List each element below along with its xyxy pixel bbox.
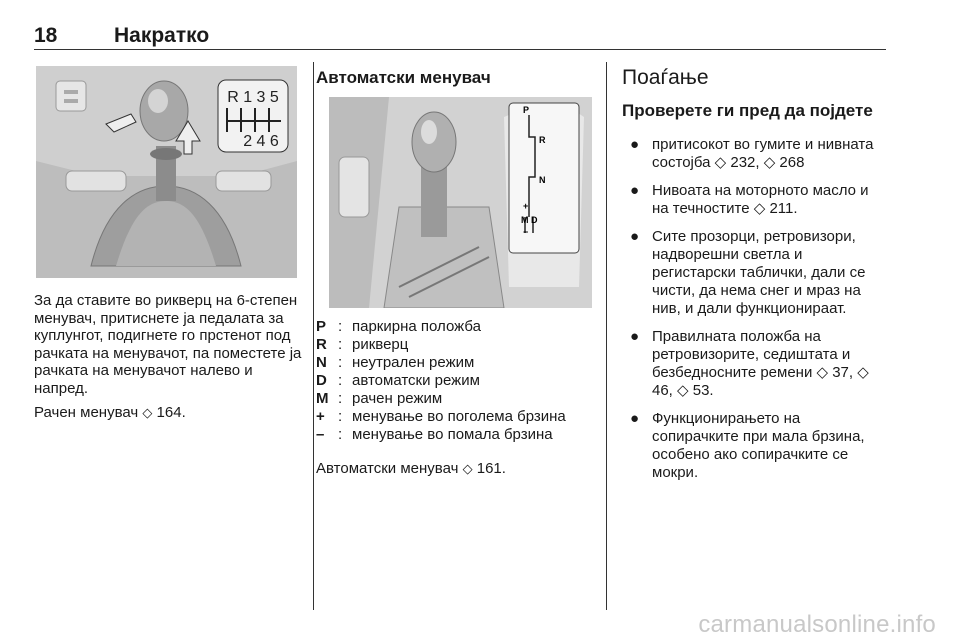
manual-gearshift-figure	[36, 66, 297, 278]
definition-text: менување во помала брзина	[352, 426, 553, 443]
reference-icon: ◇	[462, 461, 473, 476]
definition-item: P : паркирна положба	[316, 318, 481, 335]
definition-key: N	[316, 354, 327, 371]
gate-label-r: R	[539, 135, 546, 145]
definition-text: рикверц	[352, 336, 409, 353]
list-item-refs[interactable]: ◇ 232, ◇ 268	[714, 154, 805, 171]
list-item	[624, 328, 889, 400]
automatic-transmission-heading: Автоматски менувач	[316, 68, 491, 87]
column-divider-right	[606, 62, 607, 610]
definition-item: M : рачен режим	[316, 390, 443, 407]
checks-list	[624, 136, 889, 492]
checks-heading: Проверете ги пред да појдете	[622, 101, 873, 120]
definition-text: менување во поголема брзина	[352, 408, 566, 425]
list-item	[624, 136, 889, 172]
reference-page[interactable]: 164.	[156, 404, 186, 421]
bullet-icon: ●	[630, 410, 640, 427]
definition-key: P	[316, 318, 327, 335]
reference-text: Рачен менувач	[34, 404, 139, 421]
starting-off-heading: Поаѓање	[622, 66, 709, 89]
list-item	[624, 228, 889, 318]
gate-label-plus: +	[523, 201, 529, 211]
reverse-instructions: За да ставите во рикверц на 6-степен менувач, притиснете ја педалата за куплунгот, подигнете го прстенот под рачката на менувачот, па поместете ја рачката на менувачот налево и напред.	[34, 292, 302, 397]
gate-label-minus: −	[523, 227, 529, 237]
bullet-icon: ●	[630, 136, 640, 153]
bullet-icon: ●	[630, 228, 640, 245]
definition-item: N : неутрален режим	[316, 354, 475, 371]
definition-key: +	[316, 408, 325, 425]
list-item-text: Функционирањето на сопирачките при мала брзина, особено ако сопирачките се мокри.	[652, 410, 865, 481]
definition-text: рачен режим	[352, 390, 443, 407]
column-divider-left	[313, 62, 314, 610]
definition-key: –	[316, 426, 325, 443]
bullet-icon: ●	[630, 182, 640, 199]
definition-text: автоматски режим	[352, 372, 480, 389]
list-item-text: Нивоата на моторното масло и на течностите	[652, 182, 869, 217]
list-item-refs[interactable]: ◇ 37, ◇ 46, ◇ 53.	[652, 364, 869, 399]
gate-label-m-d: M D	[521, 215, 538, 225]
list-item	[624, 410, 889, 482]
gate-pattern-top-text: R 1 3 5	[227, 89, 279, 106]
definition-item: D : автоматски режим	[316, 372, 480, 389]
automatic-transmission-reference	[316, 460, 604, 478]
list-item-text: Сите прозорци, ретровизори, надворешни светла и регистарски таблички, дали се чисти, да нема снег и мраз на нив, и дали функционираат.	[652, 228, 866, 317]
page-title: Накратко	[114, 24, 210, 47]
automatic-gearshift-figure	[329, 97, 592, 308]
definition-text: паркирна положба	[352, 318, 481, 335]
definition-item: R : рикверц	[316, 336, 409, 353]
gate-label-n: N	[539, 175, 546, 185]
list-item-refs[interactable]: ◇ 211.	[753, 200, 798, 217]
definition-text: неутрален режим	[352, 354, 475, 371]
definition-key: D	[316, 372, 327, 389]
gate-pattern-bottom-text: 2 4 6	[243, 133, 279, 150]
definition-key: M	[316, 390, 329, 407]
reference-icon: ◇	[142, 405, 153, 420]
definition-key: R	[316, 336, 327, 353]
watermark: carmanualsonline.info	[698, 611, 936, 638]
gear-position-definitions	[316, 318, 606, 444]
list-item	[624, 182, 889, 218]
page-header	[34, 24, 886, 52]
bullet-icon: ●	[630, 328, 640, 345]
definition-item: – : менување во помала брзина	[316, 426, 553, 443]
reference-page[interactable]: 161.	[476, 460, 506, 477]
page-number: 18	[34, 24, 58, 47]
manual-transmission-reference	[34, 404, 302, 422]
gate-label-p: P	[523, 105, 530, 115]
header-rule	[34, 49, 886, 50]
definition-item: + : менување во поголема брзина	[316, 408, 566, 425]
list-item-text: Правилната положба на ретровизорите, седиштата и безбедносните ремени	[652, 328, 851, 381]
reference-text: Автоматски менувач	[316, 460, 459, 477]
list-item-text: притисокот во гумите и нивната состојба	[652, 136, 874, 171]
